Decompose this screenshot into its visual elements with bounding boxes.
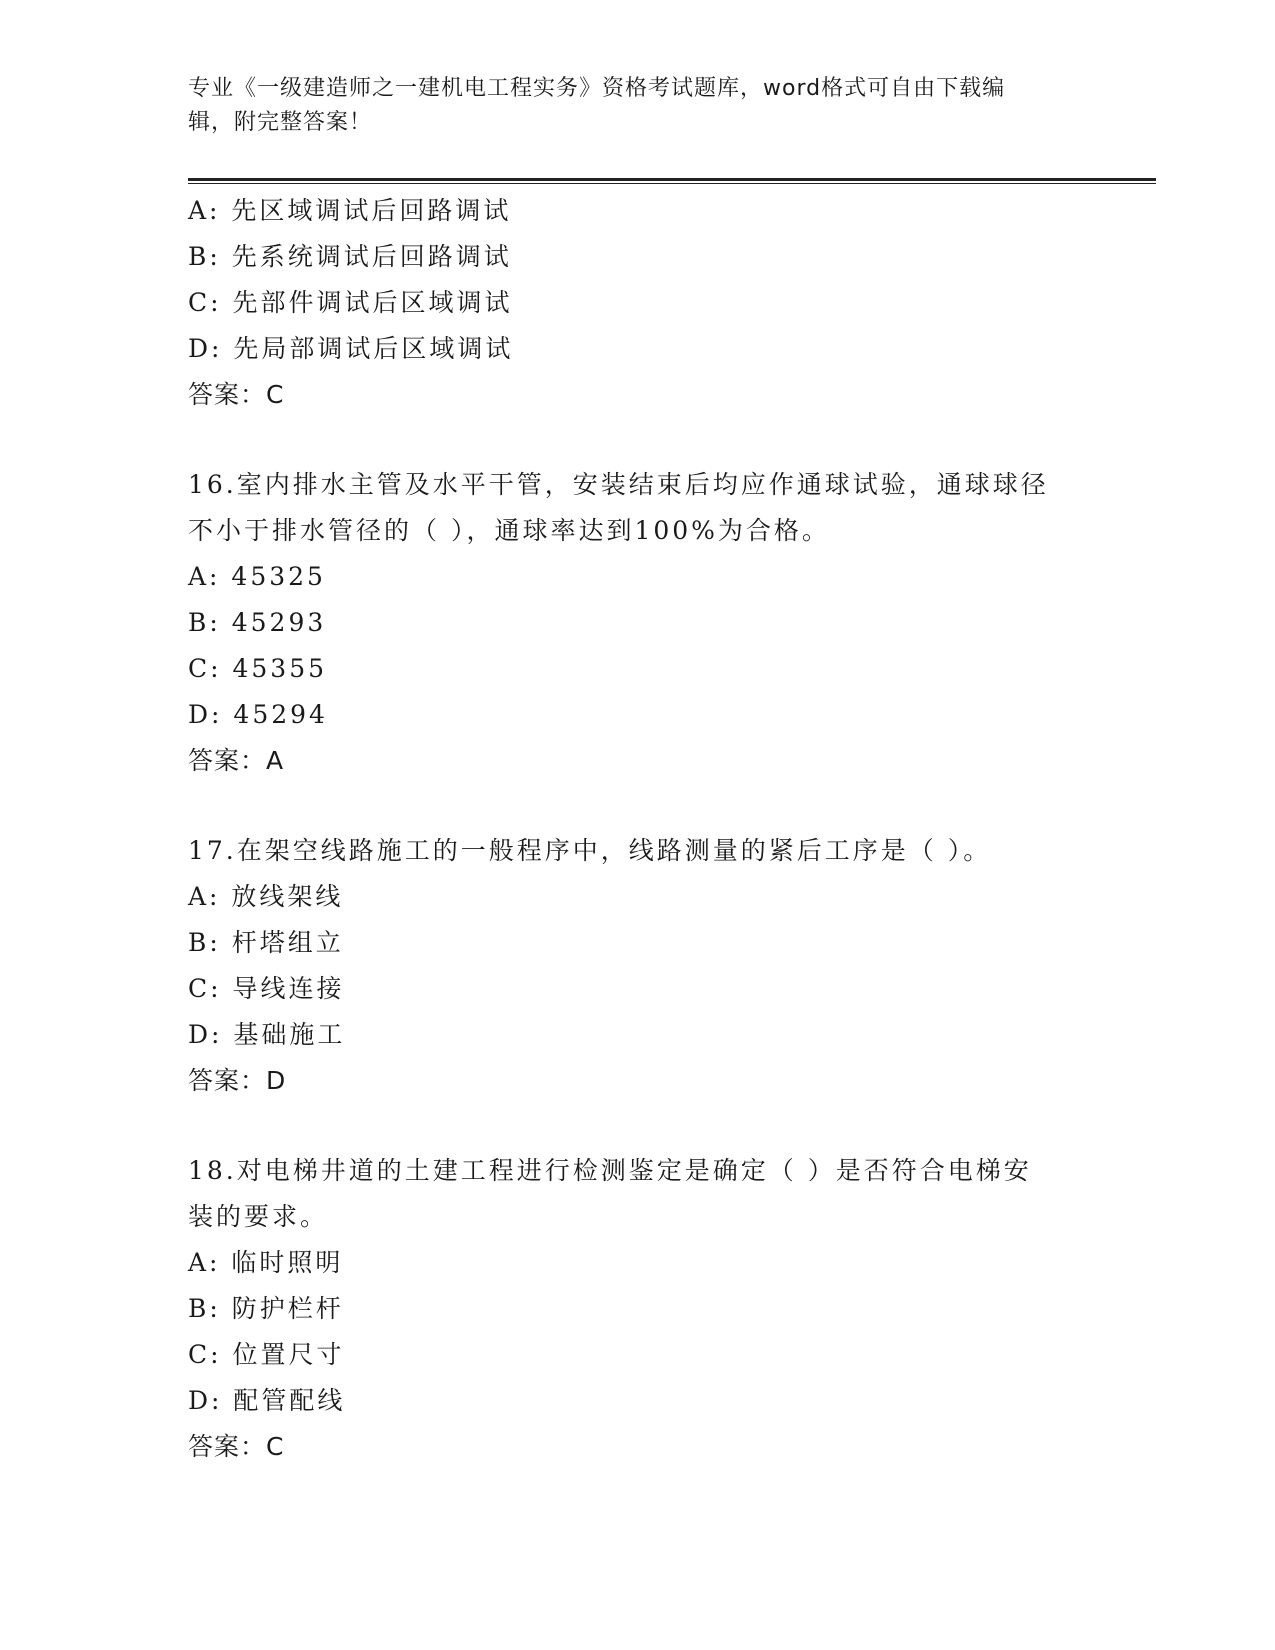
- q16-answer: 答案：A: [188, 746, 285, 775]
- q17-option-a: A: 放线架线: [188, 882, 344, 911]
- q17-answer: 答案：D: [188, 1066, 287, 1095]
- q17-option-d: D: 基础施工: [188, 1020, 346, 1049]
- document-header: [188, 72, 1068, 140]
- question-17: [188, 828, 1088, 1104]
- q15-option-b: B: 先系统调试后回路调试: [188, 242, 512, 271]
- q16-option-c: C: 45355: [188, 654, 328, 683]
- question-content: [188, 188, 1088, 1470]
- q17-text-line-1: 17.在架空线路施工的一般程序中，线路测量的紧后工序是（ ）。: [188, 836, 992, 865]
- q16-text-line-2: 不小于排水管径的（ ），通球率达到100%为合格。: [188, 516, 830, 545]
- q16-option-a: A: 45325: [188, 562, 326, 591]
- q15-option-a: A: 先区域调试后回路调试: [188, 196, 512, 225]
- q18-option-d: D: 配管配线: [188, 1386, 346, 1415]
- q18-option-a: A: 临时照明: [188, 1248, 344, 1277]
- question-15: [188, 188, 1088, 418]
- q16-text-line-1: 16.室内排水主管及水平干管，安装结束后均应作通球试验，通球球径: [188, 470, 1049, 499]
- q16-option-d: D: 45294: [188, 700, 328, 729]
- q18-option-c: C: 位置尺寸: [188, 1340, 345, 1369]
- header-line-1: 专业《一级建造师之一建机电工程实务》资格考试题库，word格式可自由下载编: [188, 76, 1006, 101]
- q18-text-line-2: 装的要求。: [188, 1202, 329, 1231]
- q18-option-b: B: 防护栏杆: [188, 1294, 344, 1323]
- q18-answer: 答案：C: [188, 1432, 285, 1461]
- header-rule-thin: [188, 183, 1156, 184]
- q15-option-d: D: 先局部调试后区域调试: [188, 334, 514, 363]
- header-rule-thick: [188, 178, 1156, 181]
- question-18: [188, 1148, 1088, 1470]
- header-line-2: 辑，附完整答案！: [188, 110, 373, 135]
- q16-option-b: B: 45293: [188, 608, 327, 637]
- q15-answer: 答案：C: [188, 380, 285, 409]
- q17-option-c: C: 导线连接: [188, 974, 345, 1003]
- q17-option-b: B: 杆塔组立: [188, 928, 344, 957]
- q15-option-c: C: 先部件调试后区域调试: [188, 288, 513, 317]
- question-16: [188, 462, 1088, 784]
- q18-text-line-1: 18.对电梯井道的土建工程进行检测鉴定是确定（ ）是否符合电梯安: [188, 1156, 1032, 1185]
